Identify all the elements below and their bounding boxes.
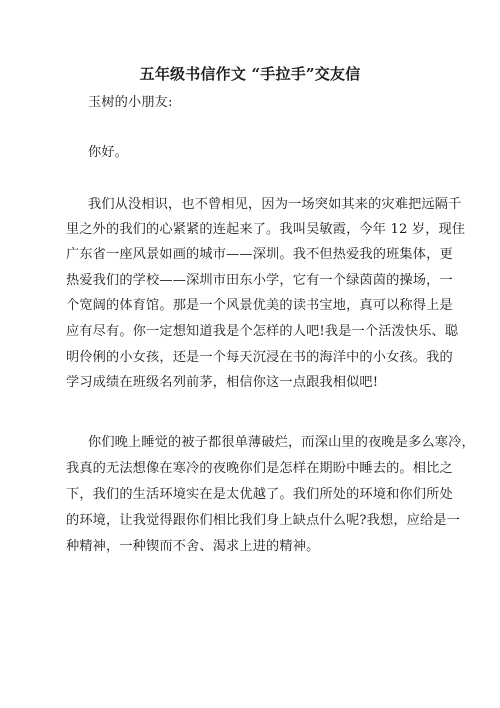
paragraph2-line: 的环境，让我觉得跟你们相比我们身上缺点什么呢?我想，应给是一 <box>66 513 461 528</box>
salutation: 玉树的小朋友: <box>88 95 173 110</box>
paragraph1-line: 广东省一座风景如画的城市——深圳。我不但热爱我的班集体，更 <box>66 247 453 262</box>
paragraph1-line: 我们从没相识，也不曾相见，因为一场突如其来的灾难把远隔千 <box>88 197 462 212</box>
paragraph1-line: 热爱我们的学校——深圳市田东小学，它有一个绿茵茵的操场，一 <box>66 273 453 288</box>
paragraph1-line: 个宽阔的体育馆。那是一个风景优美的读书宝地，真可以称得上是 <box>66 298 453 313</box>
page-title: 五年级书信作文 “手拉手”交友信 <box>139 65 361 83</box>
paragraph2-line: 下，我们的生活环境实在是太优越了。我们所处的环境和你们所处 <box>66 487 453 502</box>
paragraph2-line: 你们晚上睡觉的被子都很单薄破烂，而深山里的夜晚是多么寒冷， <box>88 435 475 450</box>
paragraph1-line: 应有尽有。你一定想知道我是个怎样的人吧!我是一个活泼快乐、聪 <box>66 324 459 339</box>
paragraph1-line: 学习成绩在班级名列前茅，相信你这一点跟我相似吧! <box>66 375 379 390</box>
paragraph1-line: 里之外的我们的心紧紧的连起来了。我叫吴敏霞，今年 12 岁，现住 <box>66 222 466 237</box>
paragraph1-line: 明伶俐的小女孩，还是一个每天沉浸在书的海洋中的小女孩。我的 <box>66 350 453 365</box>
greeting: 你好。 <box>88 145 129 160</box>
paragraph2-line: 种精神，一种锲而不舍、渴求上进的精神。 <box>66 539 320 554</box>
paragraph2-line: 我真的无法想像在寒冷的夜晚你们是怎样在期盼中睡去的。相比之 <box>66 461 453 476</box>
